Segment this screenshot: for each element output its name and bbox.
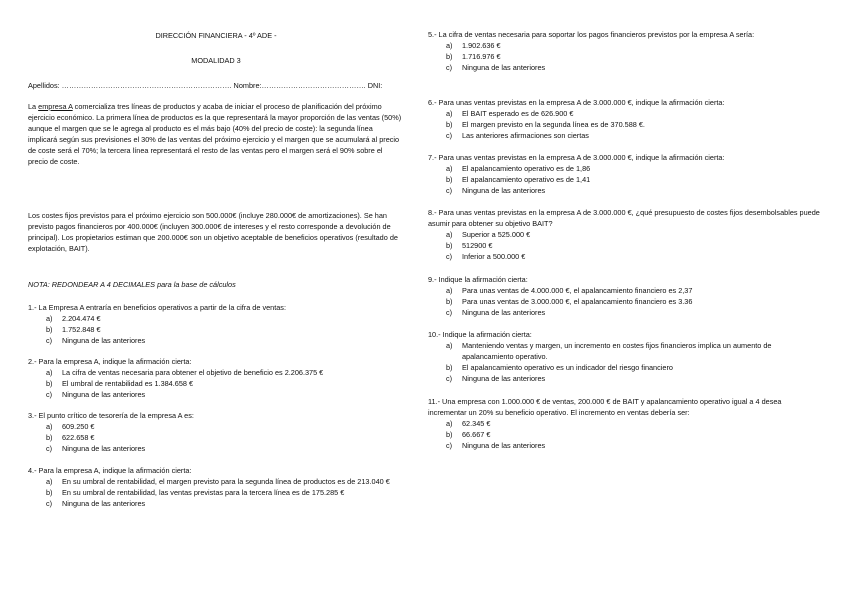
option-a[interactable]: a) Manteniendo ventas y margen, un incremento en costes fijos financieros implica un aumento de apalancamiento operativo. — [446, 341, 772, 361]
option-a[interactable]: a) 1.902.636 € — [446, 41, 501, 50]
option-b[interactable]: b) El margen previsto en la segunda línea es de 370.588 €. — [446, 120, 645, 129]
option-c[interactable]: c) Ninguna de las anteriores — [46, 499, 146, 508]
intro-paragraph-1 — [28, 101, 404, 167]
option-a[interactable]: a) Para unas ventas de 4.000.000 €, el apalancamiento financiero es 2,37 — [446, 286, 693, 295]
option-b[interactable]: b) Para unas ventas de 3.000.000 €, el apalancamiento financiero es 3.36 — [446, 297, 693, 306]
option-a[interactable]: a) El BAIT esperado es de 626.900 € — [446, 109, 574, 118]
question-stem: 5.- La cifra de ventas necesaria para soportar los pagos financieros previstos por la empresa A sería: — [428, 30, 755, 39]
question-6 — [428, 97, 820, 141]
question-2 — [28, 356, 418, 400]
option-a[interactable]: a) 2.204.474 € — [46, 314, 101, 323]
exam-title: DIRECCIÓN FINANCIERA - 4º ADE - — [155, 31, 277, 40]
option-a[interactable]: a) En su umbral de rentabilidad, el margen previsto para la segunda línea de productos es de 213.040 € — [46, 477, 390, 486]
question-11 — [428, 396, 820, 451]
question-stem: 8.- Para unas ventas previstas en la empresa A de 3.000.000 €, ¿qué presupuesto de costes fijos desembolsables puede asumir para obtener su objetivo BAIT? — [428, 208, 820, 228]
question-8 — [428, 207, 820, 262]
intro-prefix: La — [28, 102, 39, 111]
option-c[interactable]: c) Ninguna de las anteriores — [46, 390, 146, 399]
option-b[interactable]: b) El apalancamiento operativo es un indicador del riesgo financiero — [446, 363, 673, 372]
question-stem: 9.- Indique la afirmación cierta: — [428, 275, 528, 284]
rounding-note: NOTA: REDONDEAR A 4 DECIMALES para la base de cálculos — [28, 280, 236, 289]
question-9 — [428, 274, 820, 318]
question-4 — [28, 465, 418, 509]
question-stem: 7.- Para unas ventas previstas en la empresa A de 3.000.000 €, indique la afirmación cierta: — [428, 153, 725, 162]
option-a[interactable]: a) La cifra de ventas necesaria para obtener el objetivo de beneficio es 2.206.375 € — [46, 368, 324, 377]
option-b[interactable]: b) El apalancamiento operativo es de 1,41 — [446, 175, 591, 184]
option-b[interactable]: b) El umbral de rentabilidad es 1.384.658 € — [46, 379, 194, 388]
option-b[interactable]: b) En su umbral de rentabilidad, las ventas previstas para la tercera línea es de 175.285 € — [46, 488, 345, 497]
exam-modality: MODALIDAD 3 — [191, 56, 241, 65]
question-stem: 1.- La Empresa A entraría en beneficios operativos a partir de la cifra de ventas: — [28, 303, 286, 312]
option-c[interactable]: c) Ninguna de las anteriores — [46, 336, 146, 345]
question-7 — [428, 152, 820, 196]
option-c[interactable]: c) Inferior a 500.000 € — [446, 252, 526, 261]
option-b[interactable]: b) 1.716.976 € — [446, 52, 501, 61]
question-stem: 3.- El punto crítico de tesorería de la empresa A es: — [28, 411, 194, 420]
option-c[interactable]: c) Ninguna de las anteriores — [446, 186, 546, 195]
company-name: empresa A — [38, 102, 73, 111]
option-a[interactable]: a) El apalancamiento operativo es de 1,86 — [446, 164, 591, 173]
question-stem: 6.- Para unas ventas previstas en la empresa A de 3.000.000 €, indique la afirmación cierta: — [428, 98, 725, 107]
option-c[interactable]: c) Ninguna de las anteriores — [446, 63, 546, 72]
option-b[interactable]: b) 512900 € — [446, 241, 493, 250]
option-a[interactable]: a) Superior a 525.000 € — [446, 230, 531, 239]
option-c[interactable]: c) Ninguna de las anteriores — [46, 444, 146, 453]
option-c[interactable]: c) Ninguna de las anteriores — [446, 374, 546, 383]
option-c[interactable]: c) Ninguna de las anteriores — [446, 308, 546, 317]
question-5 — [428, 29, 820, 73]
question-stem: 4.- Para la empresa A, indique la afirmación cierta: — [28, 466, 192, 475]
option-a[interactable]: a) 62.345 € — [446, 419, 491, 428]
question-3 — [28, 410, 418, 454]
question-10 — [428, 329, 820, 384]
question-stem: 10.- Indique la afirmación cierta: — [428, 330, 532, 339]
option-a[interactable]: a) 609.250 € — [46, 422, 95, 431]
question-1 — [28, 302, 418, 346]
intro-paragraph-2: Los costes fijos previstos para el próximo ejercicio son 500.000€ (incluye 280.000€ de amortizaciones). Se han previsto pagos financieros por 400.000€ (incluyen 300.000€ de intereses y el resto corresponde a devolución de principal). Los propietarios estiman que 200.000€ son un objetivo aceptable de beneficios operativos (resultado de explotación, BAIT). — [28, 211, 398, 253]
option-b[interactable]: b) 66.667 € — [446, 430, 491, 439]
question-stem: 2.- Para la empresa A, indique la afirmación cierta: — [28, 357, 192, 366]
intro-body: comercializa tres líneas de productos y acaba de iniciar el proceso de planificación del próximo ejercicio económico. La primera línea de productos es la que representará la mayor proporción de las ventas (50%) aunque el margen que se le agrega al producto es el más bajo (40% del precio de coste): la segunda línea implicará según sus previsiones el 30% de las ventas del próximo ejercicio y el margen que se acumulará al precio de coste será el 70%; la tercera línea representará el resto de las ventas pero el margen será el 90% sobre el precio de coste. — [28, 102, 402, 166]
option-c[interactable]: c) Las anteriores afirmaciones son ciertas — [446, 131, 589, 140]
option-b[interactable]: b) 1.752.848 € — [46, 325, 101, 334]
question-stem: 11.- Una empresa con 1.000.000 € de ventas, 200.000 € de BAIT y apalancamiento operativo igual a 4 desea incrementar un 20% su beneficio operativo. El incremento en ventas debería ser: — [428, 397, 782, 417]
option-b[interactable]: b) 622.658 € — [46, 433, 95, 442]
student-fields-line: Apellidos: ……………………………………………………………. Nombre:……………………………………. DNI: — [28, 81, 383, 90]
option-c[interactable]: c) Ninguna de las anteriores — [446, 441, 546, 450]
